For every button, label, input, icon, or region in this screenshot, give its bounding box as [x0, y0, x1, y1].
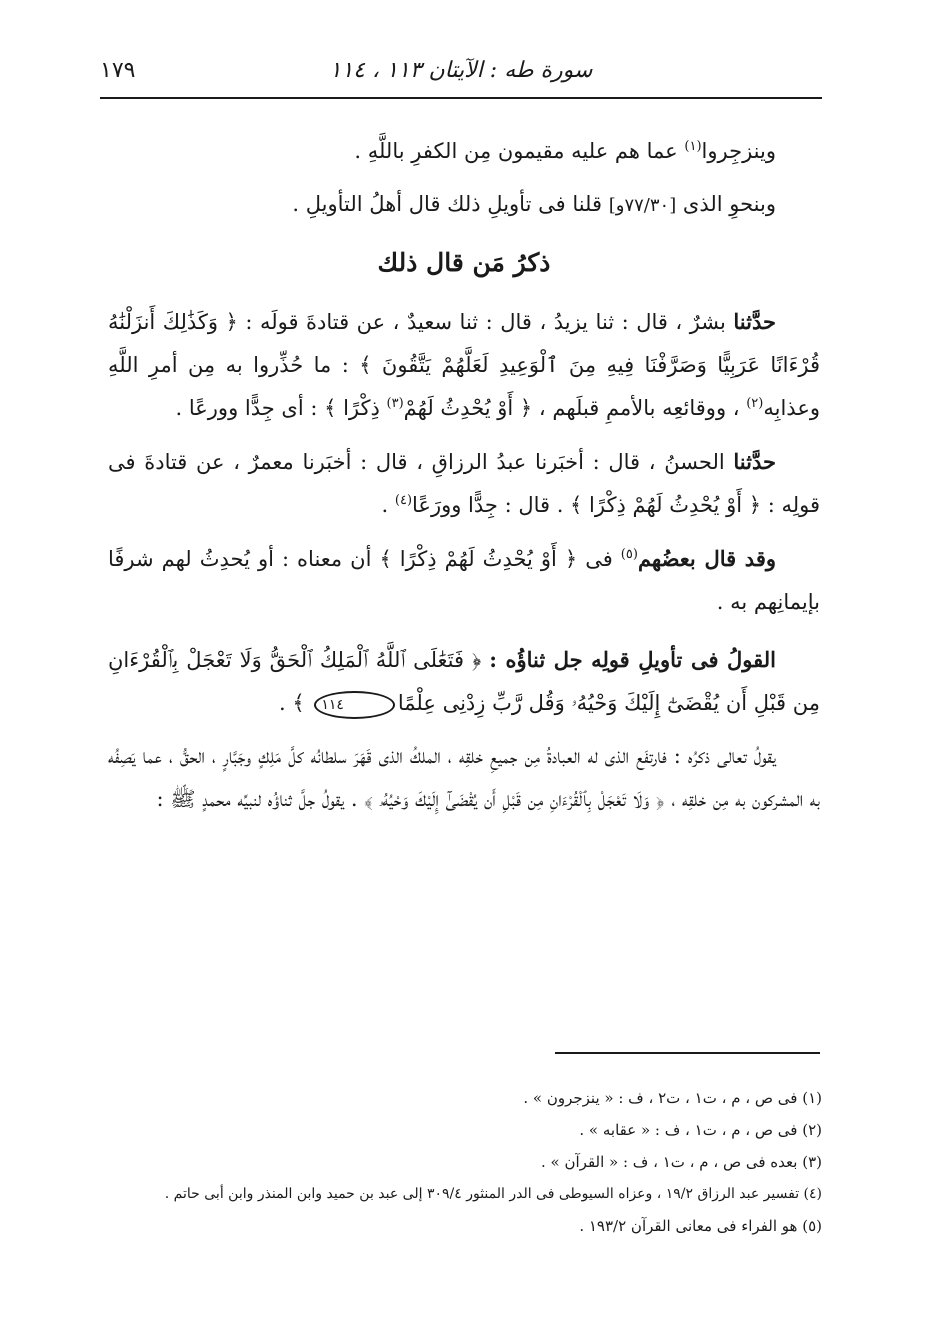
- footnote-ref-3: (٣): [386, 396, 404, 411]
- text-run: وينزجِروا: [701, 139, 776, 163]
- text-run: بشرٌ ، قال : ثنا يزيدُ ، قال : ثنا سعيدٌ ، عن قتادةَ قولَه : ﴿ وَكَذَٰلِكَ أَنزَلْنَٰهُ قُرْءَانًا عَرَبِيًّا وَصَرَّفْنَا فِيهِ مِنَ ٱلْوَعِيدِ لَعَلَّهُمْ يَتَّقُونَ ﴾ : ما حُذِّروا به مِن أمرِ اللَّهِ وعذابِه: [108, 310, 820, 420]
- text-run: وبنحوِ الذى: [676, 192, 776, 216]
- commentary-heading: القولُ فى تأويلِ قولِه جل ثناؤُه :: [489, 647, 776, 672]
- footnote-5: (٥) هو الفراء فى معانى القرآن ١٩٣/٢ .: [579, 1217, 822, 1235]
- footnotes: [100, 1082, 822, 1242]
- footnote-ref-4: (٤): [394, 493, 413, 508]
- footnote-3: (٣) بعده فى ص ، م ، ت١ ، ف : « القرآن » .: [541, 1153, 822, 1171]
- paragraph-5: [108, 537, 820, 624]
- narration-lead: حدَّثنا: [733, 449, 776, 474]
- section-heading: ذكرُ مَن قال ذلك: [377, 248, 551, 277]
- header-rule: [100, 97, 822, 99]
- paragraph-7: يقولُ تعالى ذكرُه : فارتفَع الذى له العبادةُ مِن جميعِ خلقِه ، الملكُ الذى قَهَرَ سلطانُه كلَّ مَلِكٍ وجَبَّارٍ ، الحقُّ ، عما يَصِفُه به المشركون به مِن خلقِه ، ﴿ وَلَا تَعْجَلْ بِٱلْقُرْءَانِ مِن قَبْلِ أَن يُقْضَىٰٓ إِلَيْكَ وَحْيُهُۥ ﴾ . يقولُ جلَّ ثناؤُه لنبيِّه محمدٍ ﷺ :: [108, 744, 820, 811]
- text-run: ، ووقائعِه بالأممِ قبلَهم ، ﴿ أَوْ يُحْدِثُ لَهُمْ: [403, 396, 747, 420]
- page-number: ١٧٩: [100, 58, 136, 83]
- footnote-ref-2: (٢): [746, 396, 764, 411]
- paragraph-3: [108, 300, 820, 430]
- footnote-1: (١) فى ص ، م ، ت١ ، ت٢ ، ف : « ينزجرون » .: [523, 1089, 822, 1107]
- ayah-number-badge: ١١٤: [314, 691, 395, 719]
- footnote-4: (٤) تفسير عبد الرزاق ١٩/٢ ، وعزاه السيوطى فى الدر المنثور ٣٠٩/٤ إلى عبد بن حميد وابن المنذر وابن أبى حاتم .: [164, 1186, 822, 1202]
- paragraph-2: [108, 183, 820, 227]
- header-title: سورة طه : الآيتان ١١٣ ، ١١٤: [329, 58, 593, 83]
- footnote-ref-5: (٥): [620, 547, 638, 562]
- text-run: قلنا فى تأويلِ ذلك قال أهلُ التأويلِ .: [292, 192, 609, 216]
- running-header: [100, 52, 822, 92]
- text-run: ذِكْرًا ﴾ : أى جِدًّا وورعًا .: [175, 396, 387, 420]
- paragraph-6: [108, 638, 820, 725]
- text-run: الحسنُ ، قال : أخبَرنا عبدُ الرزاقِ ، قال : أخبَرنا معمرٌ ، عن قتادةَ فى قولِه : ﴿ أَوْ يُحْدِثُ لَهُمْ ذِكْرًا ﴾ . قال : جِدًّا وورَعًا: [108, 450, 820, 517]
- footnote-ref-1: (١): [684, 139, 702, 154]
- quran-verse: ﴿ فَتَعَٰلَى ٱللَّهُ ٱلْمَلِكُ ٱلْحَقُّ وَلَا تَعْجَلْ بِٱلْقُرْءَانِ مِن قَبْلِ أَن يُقْضَىٰٓ إِلَيْكَ وَحْيُهُۥ وَقُل رَّبِّ زِدْنِى عِلْمًا: [108, 648, 820, 715]
- narration-lead: وقد قال بعضُهم: [637, 546, 776, 571]
- text-run: عما هم عليه مقيمون مِن الكفرِ باللَّهِ .: [354, 139, 685, 163]
- main-text: [108, 130, 820, 831]
- footnote-rule: [555, 1052, 820, 1054]
- footnote-2: (٢) فى ص ، م ، ت١ ، ف : « عقابه » .: [579, 1121, 822, 1139]
- manuscript-ref: [٧٧/٣٠و]: [608, 195, 677, 216]
- text-run: ﴾ .: [278, 691, 312, 715]
- text-run: .: [381, 493, 395, 517]
- paragraph-4: [108, 440, 820, 527]
- text-run: فى ﴿ أَوْ يُحْدِثُ لَهُمْ ذِكْرًا ﴾ أن معناه : أو يُحدِثُ لهم شرفًا بإيمانِهم به .: [108, 547, 820, 614]
- narration-lead: حدَّثنا: [733, 309, 776, 334]
- paragraph-1: [108, 130, 820, 173]
